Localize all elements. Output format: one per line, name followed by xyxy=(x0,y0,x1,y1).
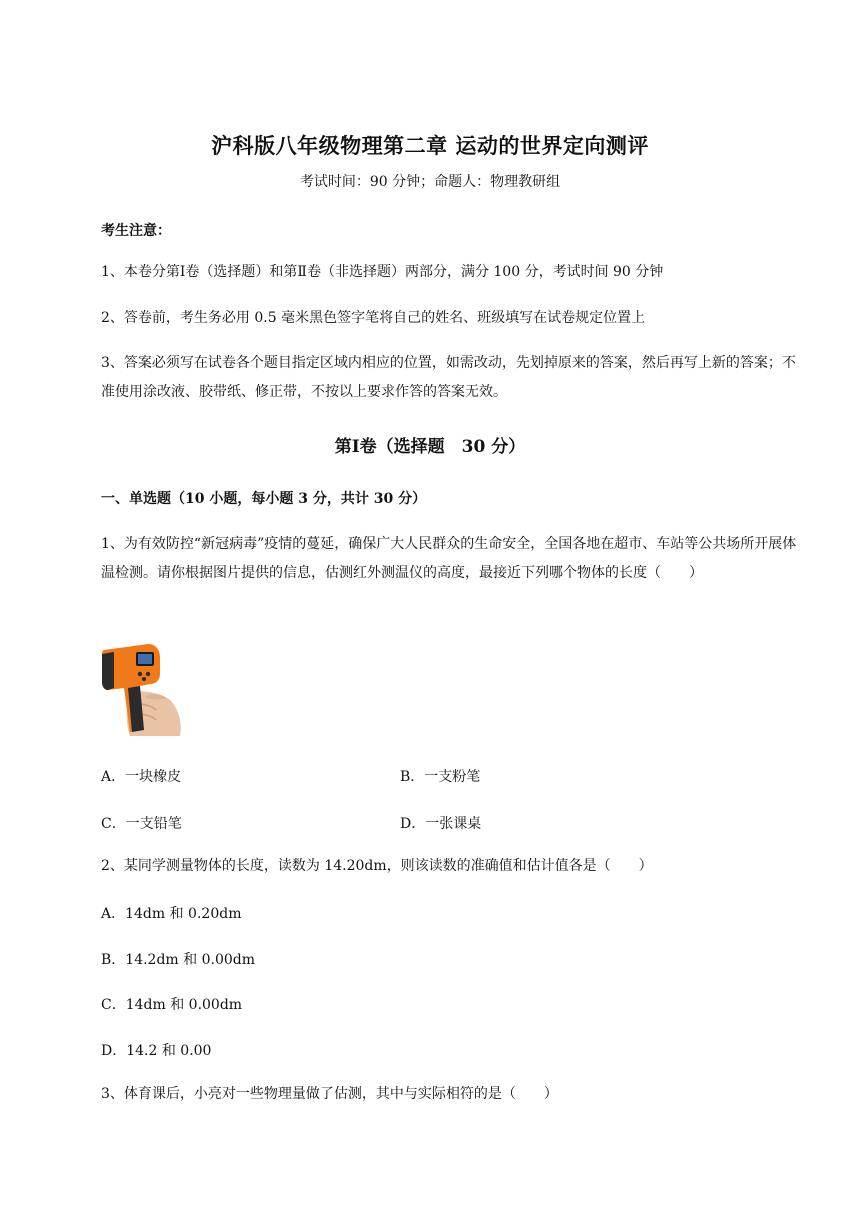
question-3-stem: 3、体育课后，小亮对一些物理量做了估测，其中与实际相符的是（ ） xyxy=(101,1086,558,1102)
page-title: 沪科版八年级物理第二章 运动的世界定向测评 xyxy=(211,133,649,158)
part-heading: 一、单选题（10 小题，每小题 3 分，共计 30 分） xyxy=(101,491,427,507)
question-2-stem: 2、某同学测量物体的长度，读数为 14.20dm，则该读数的准确值和估计值各是（ ） xyxy=(101,858,653,874)
notice-item-3: 3、答案必须写在试卷各个题目指定区域内相应的位置，如需改动，先划掉原来的答案，然后再写上新的答案；不准使用涂改液、胶带纸、修正带，不按以上要求作答的答案无效。 xyxy=(101,355,796,400)
notice-heading: 考生注意： xyxy=(101,223,171,239)
q2-option-b: B．14.2dm 和 0.00dm xyxy=(101,952,256,968)
notice-item-1: 1、本卷分第Ⅰ卷（选择题）和第Ⅱ卷（非选择题）两部分，满分 100 分，考试时间 90 分钟 xyxy=(101,264,664,280)
q2-option-c: C．14dm 和 0.00dm xyxy=(101,997,243,1013)
exam-info: 考试时间：90 分钟；命题人：物理教研组 xyxy=(299,174,561,190)
q1-option-a: A．一块橡皮 xyxy=(101,769,182,785)
section-title: 第Ⅰ卷（选择题 30 分） xyxy=(334,437,526,457)
q2-option-a: A．14dm 和 0.20dm xyxy=(101,906,242,922)
q1-option-d: D．一张课桌 xyxy=(400,816,482,832)
q1-option-b: B．一支粉笔 xyxy=(400,769,481,785)
question-1-stem: 1、为有效防控“新冠病毒”疫情的蔓延，确保广大人民群众的生命安全，全国各地在超市、车站等公共场所开展体温检测。请你根据图片提供的信息，估测红外测温仪的高度，最接近下列哪个物体的长度（ ） xyxy=(101,536,797,581)
infrared-thermometer-icon xyxy=(100,640,182,736)
q2-option-d: D．14.2 和 0.00 xyxy=(101,1043,212,1059)
q1-option-c: C．一支铅笔 xyxy=(101,816,182,832)
notice-item-2: 2、答卷前，考生务必用 0.5 毫米黑色签字笔将自己的姓名、班级填写在试卷规定位置上 xyxy=(101,310,646,326)
